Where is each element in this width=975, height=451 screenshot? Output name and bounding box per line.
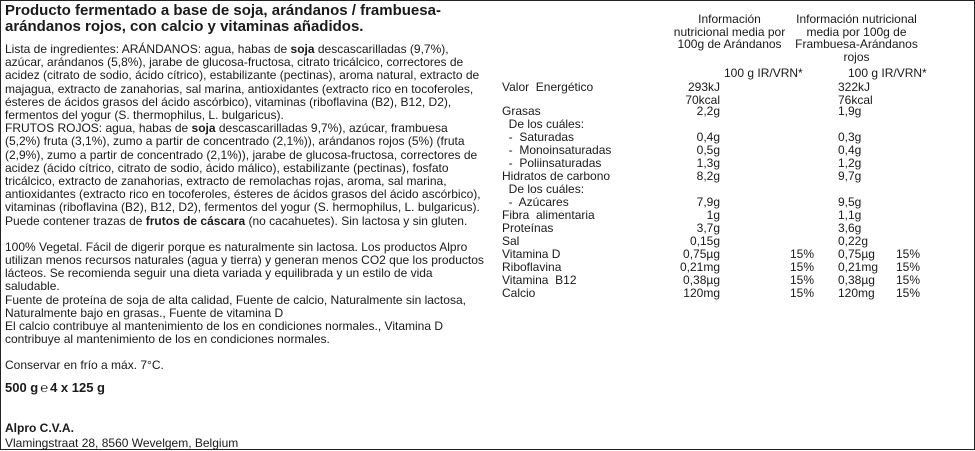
company-name: Alpro C.V.A.	[5, 421, 74, 435]
red-nuts-allergen: frutos de cáscara	[145, 213, 246, 228]
product-title-line-2: arándanos rojos, con calcio y vitaminas añadidos.	[5, 17, 364, 35]
weight-pack: 4 x 125 g	[50, 380, 105, 395]
nutrient-label: Sal	[502, 234, 520, 248]
nutrition-header-red-fruits: Información nutricional media por 100g de Frambuesa-Arándanos rojos	[795, 12, 918, 64]
nutrient-label: Proteínas	[502, 221, 554, 235]
nutrient-label: - Saturadas	[502, 130, 575, 144]
nutrient-label: Hidratos de carbono	[502, 169, 611, 183]
nutrition-row: Sal 0,15g 0,22g	[502, 234, 869, 248]
company-info	[5, 421, 238, 451]
nutrition-row: Valor Energético 293kJ 322kJ	[502, 80, 871, 94]
nutrient-label: - Monoinsaturadas	[502, 143, 612, 157]
percent-red-fruits: 15%	[896, 286, 921, 300]
claim-vegetal: 100% Vegetal. Fácil de digerir porque es naturalmente sin lactosa. Los productos Alpro utilizan menos recursos naturales (agua y tierra) y generan menos CO2 que los productos lácteos. Se recomienda seguir una dieta variada y equilibrada y un estilo de vida saludable.	[5, 239, 484, 294]
nutrition-row: - Poliinsaturadas 1,3g 1,2g	[502, 156, 862, 170]
product-title-line-1: Producto fermentado a base de soja, arándanos / frambuesa-	[5, 2, 441, 19]
nutrient-label: - Poliinsaturadas	[502, 156, 602, 170]
left-column	[5, 3, 485, 373]
weight-total: 500 g	[5, 380, 39, 395]
red-allergen: soja	[191, 121, 216, 136]
nutrient-label: Calcio	[502, 286, 536, 300]
value-red-fruits: 3,6g	[838, 221, 862, 235]
claim-protein: Fuente de proteína de soja de alta calidad, Fuente de calcio, Naturalmente sin lactosa, Naturalmente bajo en grasas., Fuente de vitamina D	[5, 292, 466, 320]
value-red-fruits: 1,2g	[838, 156, 862, 170]
blueberry-rest: descascarilladas (9,7%), azúcar, arándanos (5,8%), jarabe de glucosa-fructosa, citrato tricálcico, correctores de acidez (citrato de sodio, ácido cítrico), estabilizante (pectinas), aroma natural, extracto de majagua, extracto de zanahorias, sal marina, antioxidantes (extracto rico en tocoferoles, ésteres de ácidos grasos del ácido ascórbico), vitaminas (riboflavina (B2), B12, D2), fermentos del yogur (S. thermophilus, L. bulgaricus).	[5, 42, 480, 123]
nutrition-row: - Monoinsaturadas 0,5g 0,4g	[502, 143, 862, 157]
red-end: (no cacahuetes). Sin lactosa y sin gluten.	[245, 213, 468, 228]
nutrient-label: Vitamina D	[502, 247, 561, 261]
percent-red-fruits: 15%	[896, 273, 921, 287]
e-mark-icon: ℮	[40, 380, 49, 395]
nutrition-row: Grasas 2,2g 1,9g	[502, 104, 862, 118]
nutrition-header-blueberry: Información nutricional media por 100g de Arándanos	[673, 12, 786, 51]
percent-blueberry: 15%	[790, 273, 815, 287]
value-red-fruits: 1,1g	[838, 208, 862, 222]
nutrition-row: Fibra alimentaria 1g 1,1g	[502, 208, 862, 222]
nutrition-row: Calcio 120mg 15% 120mg 15%	[502, 286, 921, 300]
nutrient-label: De los cuáles:	[502, 117, 585, 131]
nutrition-subheader-1: 100 g IR/VRN*	[724, 66, 803, 80]
percent-blueberry: 15%	[790, 247, 815, 261]
percent-red-fruits: 15%	[896, 260, 921, 274]
claim-calcium: El calcio contribuye al mantenimiento de los en condiciones normales., Vitamina D contribuye al mantenimiento de los en condiciones normales.	[5, 319, 444, 347]
value-red-fruits: 0,75µg	[838, 247, 875, 261]
percent-blueberry: 15%	[790, 260, 815, 274]
blueberry-head: ARÁNDANOS: agua, habas de	[121, 42, 291, 56]
nutrition-row: - Saturadas 0,4g 0,3g	[502, 130, 862, 144]
percent-red-fruits: 15%	[896, 247, 921, 261]
nutrition-row: Riboflavina 0,21mg 15% 0,21mg 15%	[502, 260, 921, 274]
blueberry-allergen: soja	[290, 42, 315, 56]
nutrition-row	[502, 183, 972, 196]
nutrition-row: Vitamina B12 0,38µg 15% 0,38µg 15%	[502, 273, 921, 287]
value-red-fruits: 0,4g	[838, 143, 862, 157]
ingredients-blueberry	[5, 43, 485, 122]
nutrient-label: Vitamina B12	[502, 273, 577, 287]
nutrition-row: Proteínas 3,7g 3,6g	[502, 221, 862, 235]
percent-blueberry: 15%	[790, 286, 815, 300]
nutrition-subheader-2: 100 g IR/VRN*	[848, 66, 927, 80]
ingredients-label: Lista de ingredientes:	[5, 42, 122, 56]
company-address: Vlamingstraat 28, 8560 Wevelgem, Belgium	[5, 436, 239, 450]
value-red-fruits: 0,21mg	[838, 260, 879, 274]
value-red-fruits: 9,5g	[838, 195, 862, 209]
ingredients-red-fruits	[5, 122, 485, 228]
nutrition-row: 70kcal 76kcal	[685, 93, 873, 107]
nutrient-label: Riboflavina	[502, 260, 562, 274]
nutrient-label: Fibra alimentaria	[502, 208, 595, 222]
value-red-fruits: 1,9g	[838, 104, 862, 118]
nutrient-label: - Azúcares	[502, 195, 569, 209]
nutrition-row: - Azúcares 7,9g 9,5g	[502, 195, 862, 209]
nutrient-label: Grasas	[502, 104, 541, 118]
nutrient-label: De los cuáles:	[502, 182, 585, 196]
net-weight	[5, 380, 105, 395]
value-red-fruits: 0,38µg	[838, 273, 875, 287]
value-red-fruits: 0,22g	[838, 234, 869, 248]
value-red-fruits: 9,7g	[838, 169, 862, 183]
value-red-fruits: 76kcal	[838, 93, 873, 107]
value-red-fruits: 0,3g	[838, 130, 862, 144]
nutrition-row: Vitamina D 0,75µg 15% 0,75µg 15%	[502, 247, 921, 261]
value-red-fruits: 120mg	[838, 286, 875, 300]
value-red-fruits: 322kJ	[838, 80, 871, 94]
red-head: FRUTOS ROJOS: agua, habas de	[5, 121, 192, 136]
nutrition-row: Hidratos de carbono 8,2g 9,7g	[502, 169, 862, 183]
red-rest: descascarilladas 9,7%), azúcar, frambuesa (5,2%) fruta (3,1%), zumo a partir de concentrado (2,1%)), arándanos rojos (5%) (fruta (2,9%), zumo a partir de concentrado (2,1%)), jarabe de glucosa-fructosa, correctores de acidez (ácido cítrico, citrato de sodio, ácido málico), estabilizante (pectinas), fosfato tricálcico, extracto de zanahorias, extracto de remolachas rojas, aroma, sal marina, antioxidantes (extracto rico en tocoferoles, ésteres de ácidos grasos del ácido ascórbico), vitaminas (riboflavina (B2), B12, D2), fermentos del yogur (S. hermophilus, L. bulgaricus). Puede contener trazas de	[5, 121, 481, 228]
nutrient-label: Valor Energético	[502, 80, 594, 94]
storage-instructions: Conservar en frío a máx. 7°C.	[5, 358, 164, 373]
